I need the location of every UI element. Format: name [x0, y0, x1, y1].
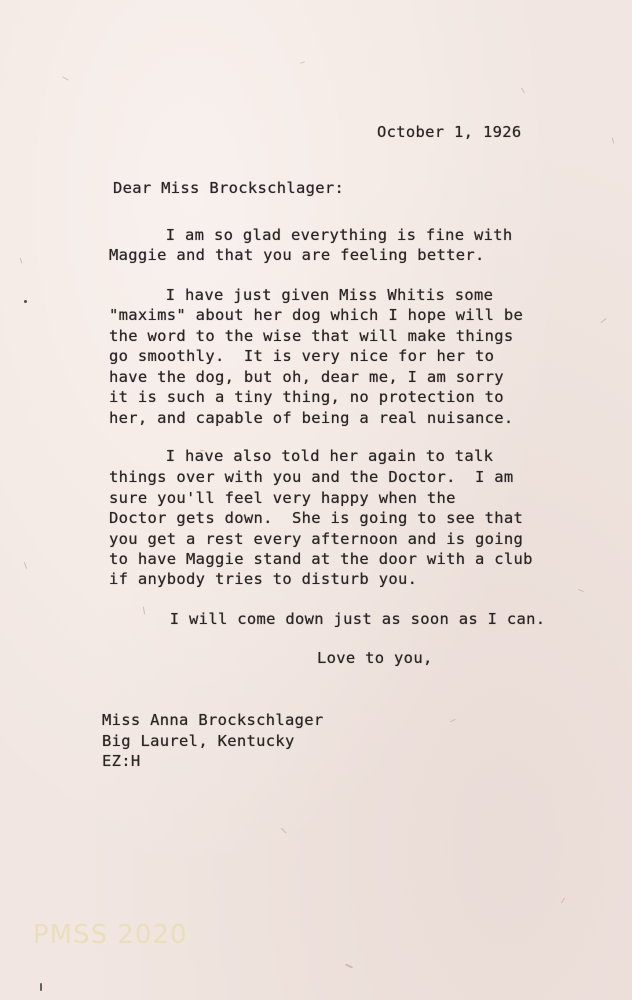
paragraph-2-line-7: her, and capable of being a real nuisance.: [109, 409, 514, 427]
paragraph-2-line-2: "maxims" about her dog which I hope will be: [109, 306, 524, 324]
paragraph-2-line-1: I have just given Miss Whitis some: [108, 286, 494, 304]
paper-fiber: [24, 300, 27, 303]
paragraph-3-line-5: you get a rest every afternoon and is going: [109, 530, 524, 548]
paragraph-2-line-5: have the dog, but oh, dear me, I am sorry: [109, 368, 504, 386]
paper-fiber: [300, 61, 305, 64]
paragraph-4-line-1: I will come down just as soon as I can.: [112, 610, 546, 628]
paper-fiber: [345, 963, 353, 968]
recipient-name: Miss Anna Brockschlager: [102, 711, 324, 729]
paragraph-2-line-4: go smoothly. It is very nice for her to: [109, 347, 495, 365]
paragraph-3-line-7: if anybody tries to disturb you.: [109, 570, 418, 588]
paragraph-3-line-3: sure you'll feel very happy when the: [109, 489, 456, 507]
letter-date: October 1, 1926: [377, 123, 522, 141]
paper-fiber: [521, 88, 525, 94]
paragraph-1-line-1: I am so glad everything is fine with: [108, 226, 513, 244]
paragraph-1-line-2: Maggie and that you are feeling better.: [109, 246, 485, 264]
paper-fiber: [62, 76, 69, 80]
typist-initials: EZ:H: [102, 752, 141, 770]
paper-fiber: [561, 898, 565, 904]
recipient-place: Big Laurel, Kentucky: [102, 732, 295, 750]
paragraph-3-line-1: I have also told her again to talk: [108, 447, 494, 465]
paragraph-3-line-2: things over with you and the Doctor. I am: [109, 468, 514, 486]
paper-fiber: [612, 137, 614, 143]
paragraph-2-line-3: the word to the wise that will make things: [109, 327, 514, 345]
closing: Love to you,: [317, 649, 433, 667]
paragraph-2-line-6: it is such a tiny thing, no protection to: [109, 388, 504, 406]
paper-fiber: [281, 828, 287, 834]
paper-fiber: [450, 719, 456, 723]
paragraph-3-line-6: to have Maggie stand at the door with a club: [109, 550, 533, 568]
paper-fiber: [20, 257, 23, 263]
paper-fiber: [578, 589, 584, 592]
paper-fiber: [24, 562, 27, 569]
paper-fiber: [600, 318, 606, 323]
paper-fiber: [40, 983, 42, 991]
salutation: Dear Miss Brockschlager:: [113, 179, 345, 197]
archive-watermark: PMSS 2020: [33, 920, 188, 950]
paragraph-3-line-4: Doctor gets down. She is going to see that: [109, 509, 524, 527]
